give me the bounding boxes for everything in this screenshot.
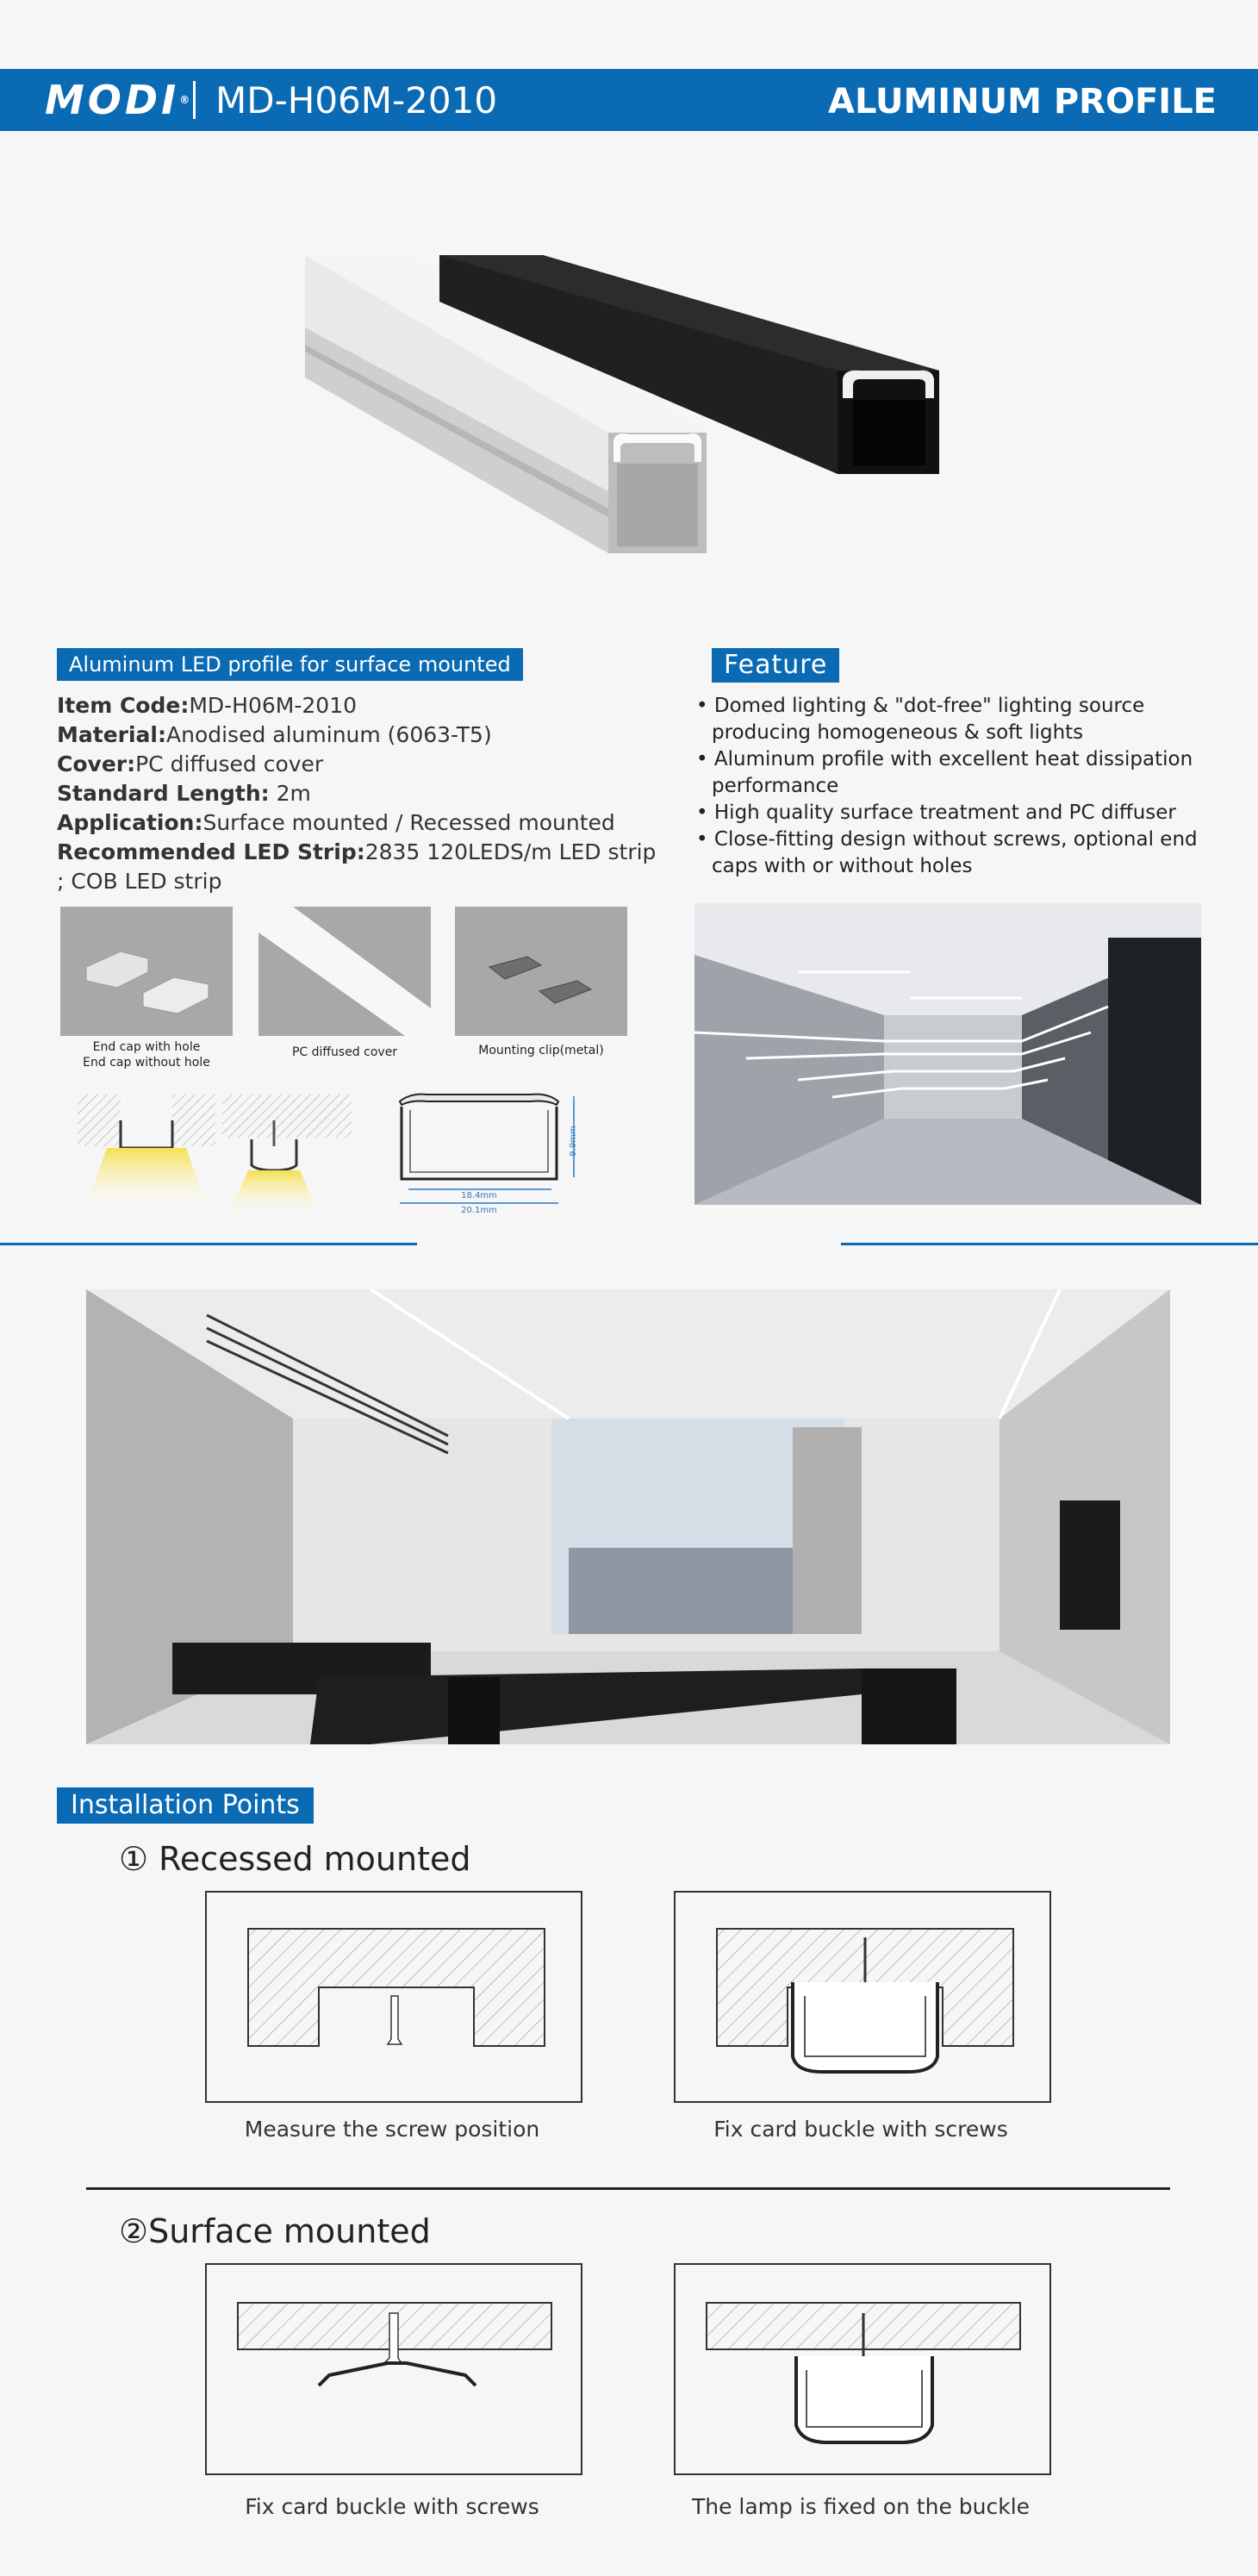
spec-material: Material:Anodised aluminum (6063-T5) xyxy=(57,722,492,747)
brand-logo: MODI® xyxy=(45,77,194,123)
outer-width-label: 20.1mm xyxy=(461,1206,497,1215)
recessed-mount-sketch xyxy=(78,1095,215,1215)
installation-separator xyxy=(86,2187,1170,2190)
feature-section-tag: Feature xyxy=(712,648,839,683)
recessed-step-2-caption: Fix card buckle with screws xyxy=(713,2117,1008,2142)
product-profiles-image xyxy=(302,250,939,560)
spec-cover: Cover:PC diffused cover xyxy=(57,752,324,777)
spec-list xyxy=(57,691,660,896)
end-cap-caption: End cap with hole End cap without hole xyxy=(83,1040,210,1070)
inner-width-label: 18.4mm xyxy=(461,1191,497,1201)
feature-item: • Close-fitting design without screws, optional end caps with or without holes xyxy=(696,826,1213,880)
section-divider-right xyxy=(841,1243,1258,1245)
recessed-step-1-panel xyxy=(205,1891,582,2103)
spec-section-tag: Aluminum LED profile for surface mounted xyxy=(57,648,523,681)
header-bar xyxy=(0,69,1258,131)
spec-item-code: Item Code:MD-H06M-2010 xyxy=(57,693,358,718)
section-divider-left xyxy=(0,1243,417,1245)
spec-led-strip: Recommended LED Strip:2835 120LEDS/m LED strip ; COB LED strip xyxy=(57,839,657,894)
surface-step-2-panel xyxy=(674,2263,1051,2475)
end-cap-photo xyxy=(60,907,233,1036)
spec-length: Standard Length: 2m xyxy=(57,781,311,806)
height-label: 9.9mm xyxy=(569,1126,578,1157)
cover-caption: PC diffused cover xyxy=(291,1045,398,1059)
recessed-step-2-panel xyxy=(674,1891,1051,2103)
recessed-step-1-caption: Measure the screw position xyxy=(244,2117,540,2142)
mounting-clip-photo xyxy=(455,907,627,1036)
surface-step-1-caption: Fix card buckle with screws xyxy=(245,2494,539,2519)
header-divider xyxy=(193,81,196,119)
surface-mounted-title: ②Surface mounted xyxy=(119,2212,431,2250)
feature-item: • Domed lighting & "dot-free" lighting source producing homogeneous & soft lights xyxy=(696,693,1213,746)
feature-item: • High quality surface treatment and PC diffuser xyxy=(696,800,1213,826)
feature-item: • Aluminum profile with excellent heat dissipation performance xyxy=(696,746,1213,800)
model-number: MD-H06M-2010 xyxy=(215,79,498,122)
surface-step-1-panel xyxy=(205,2263,582,2475)
spec-application: Application:Surface mounted / Recessed mounted xyxy=(57,810,615,835)
diffused-cover-photo xyxy=(258,907,431,1036)
profile-dimension-drawing xyxy=(393,1089,582,1219)
recessed-mounted-title: ① Recessed mounted xyxy=(119,1840,471,1878)
feature-list xyxy=(696,693,1213,880)
surface-mount-sketch xyxy=(222,1095,352,1215)
office-application-photo xyxy=(86,1289,1170,1744)
corridor-application-photo xyxy=(694,903,1201,1205)
surface-step-2-caption: The lamp is fixed on the buckle xyxy=(691,2494,1031,2519)
installation-section-tag: Installation Points xyxy=(57,1787,314,1824)
clip-caption: Mounting clip(metal) xyxy=(478,1044,604,1057)
category-title: ALUMINUM PROFILE xyxy=(827,82,1217,122)
